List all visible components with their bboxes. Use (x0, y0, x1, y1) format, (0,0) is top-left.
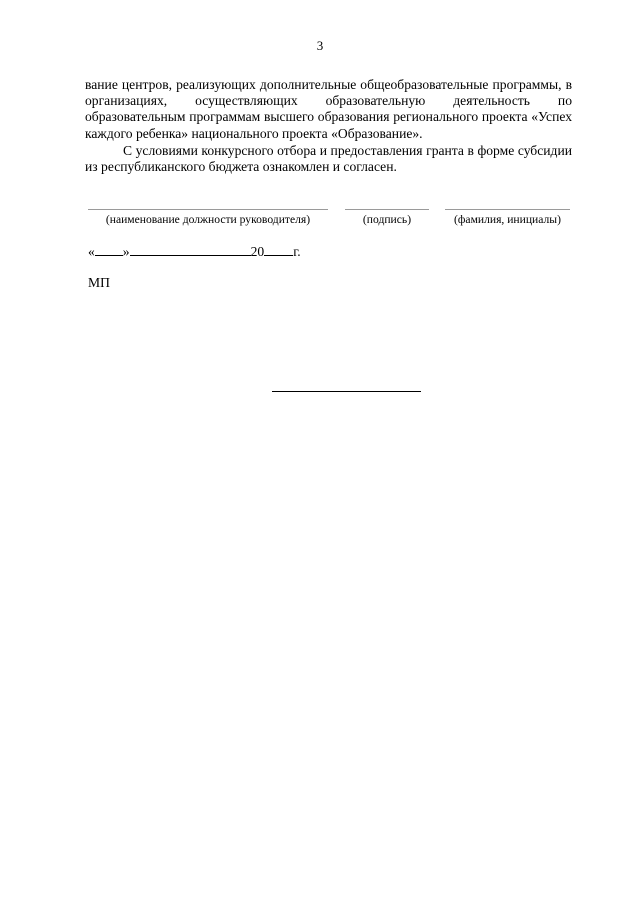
paragraph-agreement: С условиями конкурсного отбора и предоставления гранта в форме субсидии из республиканского бюджета ознакомлен и согласен. (85, 142, 572, 175)
month-blank (130, 243, 251, 256)
name-caption: (фамилия, инициалы) (445, 209, 570, 228)
year-blank (264, 243, 293, 256)
stamp-label: МП (88, 275, 110, 290)
date-close-quote: » (122, 244, 130, 259)
position-caption: (наименование должности руководителя) (88, 209, 328, 228)
signature-block (88, 209, 572, 229)
body-text (85, 77, 572, 175)
paragraph-continuation: вание центров, реализующих дополнительные общеобразовательные программы, в организациях, осуществляющих образовательную деятельность по образовательным программам высшего образования регионального проекта «Успех каждого ребенка» национального проекта «Образование». (85, 77, 572, 141)
page-number: 3 (316, 38, 324, 53)
date-year-suffix: г. (293, 244, 301, 259)
day-blank (95, 243, 123, 256)
end-rule (272, 391, 421, 392)
date-open-quote: « (88, 244, 95, 259)
signature-caption: (подпись) (345, 209, 429, 228)
date-line (88, 243, 301, 260)
date-century: 20 (250, 244, 265, 259)
